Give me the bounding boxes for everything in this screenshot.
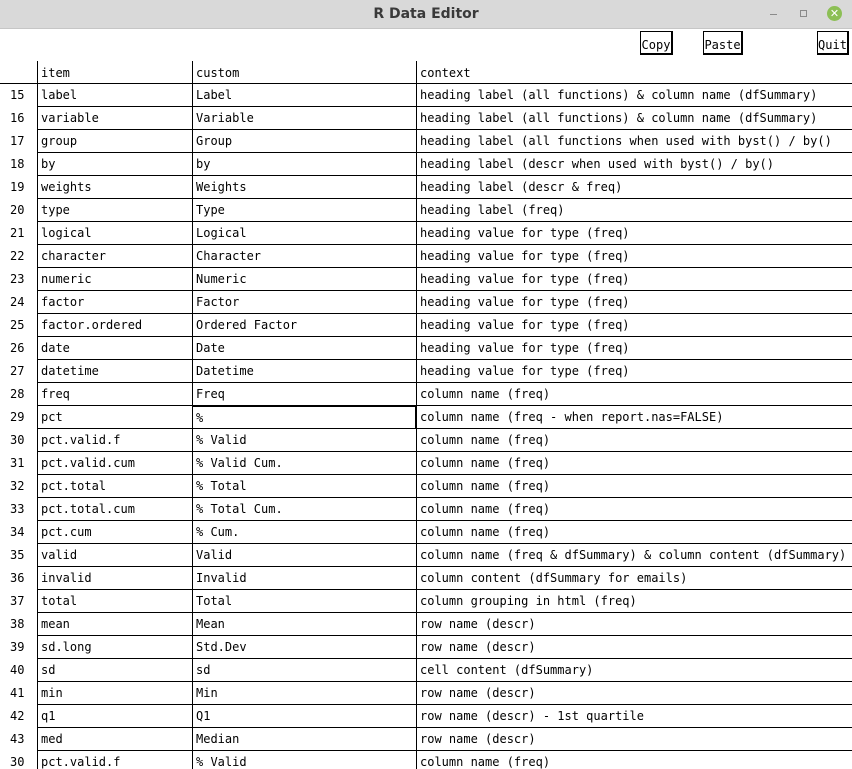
cell-item[interactable]: min [37, 682, 192, 705]
cell-custom[interactable]: sd [192, 659, 416, 682]
cell-custom[interactable]: Valid [192, 544, 416, 567]
cell-custom[interactable]: Median [192, 728, 416, 751]
paste-button[interactable]: Paste [703, 31, 743, 55]
cell-item[interactable]: freq [37, 383, 192, 406]
cell-item[interactable]: by [37, 153, 192, 176]
row-number: 40 [10, 663, 25, 677]
row-number: 41 [10, 686, 25, 700]
cell-custom[interactable]: % Valid [192, 429, 416, 452]
table-row [0, 728, 852, 751]
row-number: 35 [10, 548, 25, 562]
table-row [0, 682, 852, 705]
cell-context[interactable]: heading label (freq) [416, 199, 852, 222]
row-number: 19 [10, 180, 25, 194]
cell-custom[interactable]: Ordered Factor [192, 314, 416, 337]
cell-custom[interactable]: Total [192, 590, 416, 613]
table-row [0, 751, 852, 769]
cell-item[interactable]: factor [37, 291, 192, 314]
cell-context[interactable]: column name (freq) [416, 475, 852, 498]
row-number: 27 [10, 364, 25, 378]
cell-context[interactable]: column name (freq) [416, 383, 852, 406]
cell-context[interactable]: heading label (descr & freq) [416, 176, 852, 199]
cell-context[interactable]: row name (descr) [416, 613, 852, 636]
cell-custom[interactable]: % Valid [192, 751, 416, 769]
cell-custom[interactable]: Freq [192, 383, 416, 406]
row-number: 32 [10, 479, 25, 493]
cell-custom[interactable]: % Total Cum. [192, 498, 416, 521]
cell-custom[interactable]: Q1 [192, 705, 416, 728]
cell-item[interactable]: invalid [37, 567, 192, 590]
cell-context[interactable]: heading value for type (freq) [416, 360, 852, 383]
data-grid [0, 61, 852, 769]
row-number: 39 [10, 640, 25, 654]
minimize-icon[interactable] [767, 7, 781, 21]
table-row [0, 84, 852, 107]
table-row [0, 659, 852, 682]
cell-item[interactable]: med [37, 728, 192, 751]
cell-item[interactable]: sd.long [37, 636, 192, 659]
table-row [0, 590, 852, 613]
column-header-item[interactable]: item [37, 61, 192, 84]
cell-custom[interactable]: Character [192, 245, 416, 268]
cell-item[interactable]: valid [37, 544, 192, 567]
cell-context[interactable]: row name (descr) - 1st quartile [416, 705, 852, 728]
cell-context[interactable]: heading label (all functions) & column name (dfSummary) [416, 84, 852, 107]
table-row [0, 130, 852, 153]
cell-item[interactable]: pct.valid.f [37, 429, 192, 452]
header-row [0, 61, 852, 84]
cell-context[interactable]: heading value for type (freq) [416, 314, 852, 337]
row-number: 18 [10, 157, 25, 171]
table-row [0, 314, 852, 337]
cell-custom[interactable]: Variable [192, 107, 416, 130]
row-number: 26 [10, 341, 25, 355]
close-icon[interactable]: ✕ [827, 6, 842, 21]
row-number: 15 [10, 88, 25, 102]
table-row [0, 475, 852, 498]
cell-custom[interactable]: Label [192, 84, 416, 107]
row-number: 29 [10, 410, 25, 424]
cell-item[interactable]: pct [37, 406, 192, 429]
cell-context[interactable]: column name (freq) [416, 751, 852, 769]
cell-custom[interactable]: % Total [192, 475, 416, 498]
cell-item[interactable]: sd [37, 659, 192, 682]
cell-item[interactable]: pct.total [37, 475, 192, 498]
cell-item[interactable]: character [37, 245, 192, 268]
row-number: 43 [10, 732, 25, 746]
cell-context[interactable]: heading label (all functions) & column name (dfSummary) [416, 107, 852, 130]
table-row [0, 613, 852, 636]
cell-item[interactable]: weights [37, 176, 192, 199]
row-number: 37 [10, 594, 25, 608]
cell-item[interactable]: datetime [37, 360, 192, 383]
cell-custom[interactable]: Weights [192, 176, 416, 199]
cell-item[interactable]: date [37, 337, 192, 360]
cell-context[interactable]: column name (freq) [416, 429, 852, 452]
cell-context[interactable]: cell content (dfSummary) [416, 659, 852, 682]
table-row [0, 268, 852, 291]
column-header-custom[interactable]: custom [192, 61, 416, 84]
cell-context[interactable]: heading value for type (freq) [416, 268, 852, 291]
cell-item[interactable]: label [37, 84, 192, 107]
row-number: 20 [10, 203, 25, 217]
table-row [0, 429, 852, 452]
table-row [0, 337, 852, 360]
cell-item[interactable]: factor.ordered [37, 314, 192, 337]
cell-item[interactable]: numeric [37, 268, 192, 291]
row-number-header [0, 61, 37, 84]
row-number: 24 [10, 295, 25, 309]
table-row [0, 291, 852, 314]
cell-custom[interactable]: Logical [192, 222, 416, 245]
table-row [0, 498, 852, 521]
cell-custom[interactable]: Date [192, 337, 416, 360]
maximize-icon[interactable] [797, 7, 811, 21]
cell-custom[interactable]: Type [192, 199, 416, 222]
cell-item[interactable]: pct.valid.cum [37, 452, 192, 475]
cell-custom[interactable]: Min [192, 682, 416, 705]
table-body [0, 84, 852, 769]
table-row [0, 199, 852, 222]
table-row [0, 153, 852, 176]
table-row [0, 222, 852, 245]
row-number: 23 [10, 272, 25, 286]
cell-context[interactable]: heading value for type (freq) [416, 291, 852, 314]
row-number: 21 [10, 226, 25, 240]
row-number: 42 [10, 709, 25, 723]
window-title: R Data Editor [373, 6, 479, 22]
row-number: 36 [10, 571, 25, 585]
cell-context[interactable]: heading value for type (freq) [416, 222, 852, 245]
row-number: 22 [10, 249, 25, 263]
cell-custom[interactable]: % [192, 406, 416, 429]
row-number: 34 [10, 525, 25, 539]
cell-custom[interactable]: Invalid [192, 567, 416, 590]
cell-item[interactable]: pct.valid.f [37, 751, 192, 769]
quit-button[interactable]: Quit [817, 31, 849, 55]
row-number: 38 [10, 617, 25, 631]
table-row [0, 360, 852, 383]
row-number: 33 [10, 502, 25, 516]
cell-context[interactable]: column name (freq) [416, 452, 852, 475]
cell-item[interactable]: group [37, 130, 192, 153]
table-row [0, 544, 852, 567]
cell-custom[interactable]: Factor [192, 291, 416, 314]
copy-button[interactable]: Copy [640, 31, 673, 55]
cell-context[interactable]: heading value for type (freq) [416, 245, 852, 268]
title-bar [0, 0, 852, 29]
row-number: 30 [10, 755, 25, 769]
row-number: 25 [10, 318, 25, 332]
table-row [0, 107, 852, 130]
cell-item[interactable]: pct.cum [37, 521, 192, 544]
cell-custom[interactable]: Numeric [192, 268, 416, 291]
cell-item[interactable]: type [37, 199, 192, 222]
table-row [0, 176, 852, 199]
row-number: 17 [10, 134, 25, 148]
cell-custom[interactable]: Std.Dev [192, 636, 416, 659]
row-number: 31 [10, 456, 25, 470]
cell-context[interactable]: column grouping in html (freq) [416, 590, 852, 613]
cell-context[interactable]: heading value for type (freq) [416, 337, 852, 360]
cell-item[interactable]: mean [37, 613, 192, 636]
table-row [0, 383, 852, 406]
table-row [0, 521, 852, 544]
cell-item[interactable]: variable [37, 107, 192, 130]
cell-custom[interactable]: Mean [192, 613, 416, 636]
table-row [0, 452, 852, 475]
table-row [0, 245, 852, 268]
row-number: 16 [10, 111, 25, 125]
cell-item[interactable]: total [37, 590, 192, 613]
cell-context[interactable]: row name (descr) [416, 728, 852, 751]
row-number: 28 [10, 387, 25, 401]
cell-context[interactable]: column content (dfSummary for emails) [416, 567, 852, 590]
cell-item[interactable]: pct.total.cum [37, 498, 192, 521]
table-row [0, 406, 852, 429]
row-number: 30 [10, 433, 25, 447]
table-row [0, 705, 852, 728]
cell-custom[interactable]: by [192, 153, 416, 176]
cell-custom[interactable]: Datetime [192, 360, 416, 383]
table-row [0, 636, 852, 659]
cell-context[interactable]: heading label (all functions when used with byst() / by() [416, 130, 852, 153]
column-header-context[interactable]: context [416, 61, 852, 84]
table-row [0, 567, 852, 590]
cell-context[interactable]: column name (freq & dfSummary) & column content (dfSummary) [416, 544, 852, 567]
cell-item[interactable]: logical [37, 222, 192, 245]
cell-custom[interactable]: % Valid Cum. [192, 452, 416, 475]
cell-context[interactable]: row name (descr) [416, 636, 852, 659]
cell-context[interactable]: column name (freq) [416, 521, 852, 544]
cell-context[interactable]: column name (freq - when report.nas=FALSE) [416, 406, 852, 429]
cell-context[interactable]: heading label (descr when used with byst() / by() [416, 153, 852, 176]
cell-context[interactable]: row name (descr) [416, 682, 852, 705]
cell-context[interactable]: column name (freq) [416, 498, 852, 521]
cell-custom[interactable]: Group [192, 130, 416, 153]
cell-custom[interactable]: % Cum. [192, 521, 416, 544]
cell-item[interactable]: q1 [37, 705, 192, 728]
